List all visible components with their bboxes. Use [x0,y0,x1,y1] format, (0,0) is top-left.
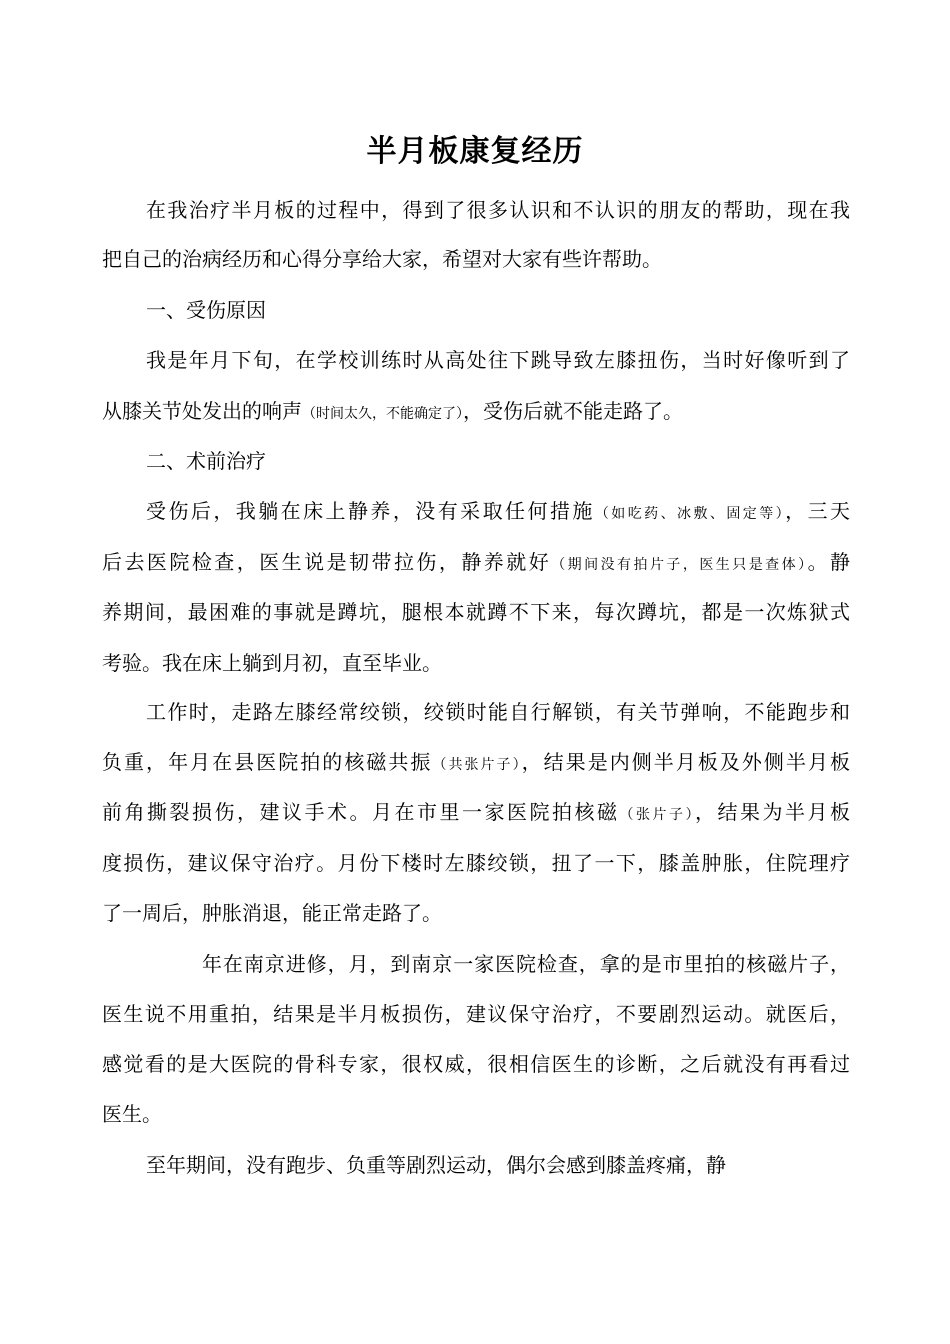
paragraph-line: 考验。我在床上躺到月初，直至毕业。 [102,651,442,675]
aside-note: （张片子） [619,807,695,823]
paragraph-line [102,345,850,375]
line-text: ，受伤后就不能走路了。 [463,399,683,423]
paragraph-line [102,747,850,780]
paragraph-line [102,547,850,580]
line-text: 负重，年月在县医院拍的核磁共振 [102,750,433,774]
line-text: 年在南京进修，月，到南京一家医院检查，拿的是市里拍的核磁片子， [202,952,850,976]
paragraph-line: 医生。 [102,1102,162,1126]
document-title: 半月板康复经历 [366,134,584,170]
section-heading: 一、受伤原因 [146,298,266,322]
paragraph-line: 度损伤，建议保守治疗。月份下楼时左膝绞锁，扭了一下，膝盖肿胀，住院理疗 [102,851,850,875]
paragraph-line [102,697,850,727]
paragraph-line [102,797,850,830]
line-text: 。静 [807,550,851,574]
paragraph-line: 感觉看的是大医院的骨科专家，很权威，很相信医生的诊断，之后就没有再看过 [102,1052,850,1076]
paragraph-line [102,195,850,225]
paragraph-line [102,496,850,529]
section-heading: 二、术前治疗 [146,449,266,473]
paragraph-line [102,396,683,429]
line-text: 工作时，走路左膝经常绞锁，绞锁时能自行解锁，有关节弹响，不能跑步和 [146,700,850,724]
paragraph-line: 至年期间，没有跑步、负重等剧烈运动，偶尔会感到膝盖疼痛，静 [146,1153,726,1177]
aside-note: （时间太久，不能确定了） [302,406,463,422]
paragraph-line: 了一周后，肿胀消退，能正常走路了。 [102,901,442,925]
line-text: 后去医院检查，医生说是韧带拉伤，静养就好 [102,550,552,574]
paragraph-line [102,949,850,979]
aside-note: （如吃药、冰敷、固定等） [594,506,786,522]
line-text: 前角撕裂损伤，建议手术。月在市里一家医院拍核磁 [102,800,620,824]
line-text: 在我治疗半月板的过程中，得到了很多认识和不认识的朋友的帮助，现在我 [146,198,850,222]
line-text: 受伤后，我躺在床上静养，没有采取任何措施 [146,499,595,523]
line-text: ，三天 [785,499,851,523]
paragraph-line: 把自己的治病经历和心得分享给大家，希望对大家有些许帮助。 [102,247,662,271]
line-text: 我是年月下旬，在学校训练时从高处往下跳导致左膝扭伤，当时好像听到了 [146,348,850,372]
paragraph-line: 医生说不用重拍，结果是半月板损伤，建议保守治疗，不要剧烈运动。就医后， [102,1002,850,1026]
line-text: 从膝关节处发出的响声 [102,399,302,423]
aside-note: （期间没有拍片子，医生只是查体） [551,557,808,573]
paragraph-line: 养期间，最困难的事就是蹲坑，腿根本就蹲不下来，每次蹲坑，都是一次炼狱式 [102,600,850,624]
line-text: ，结果为半月板 [695,800,850,824]
aside-note: （共张片子） [432,757,522,773]
line-text: ，结果是内侧半月板及外侧半月板 [521,750,851,774]
